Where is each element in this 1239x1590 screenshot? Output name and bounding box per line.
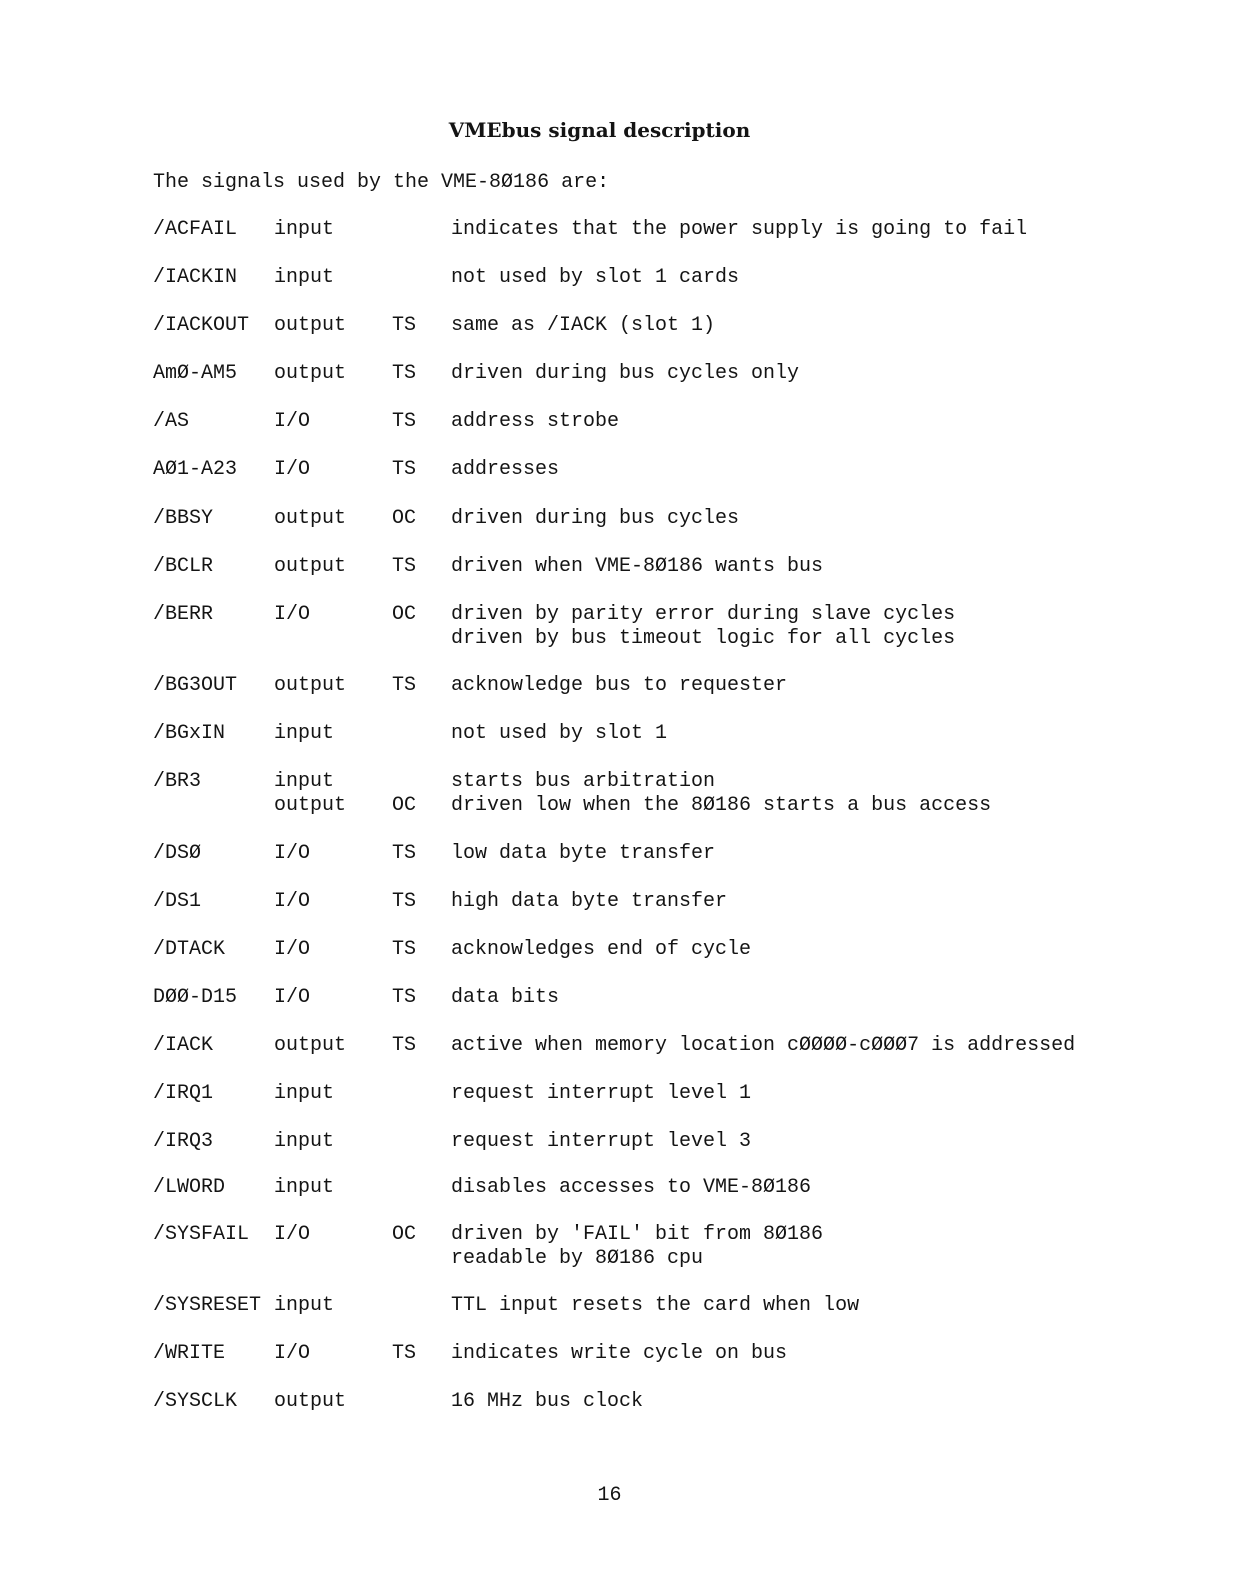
intro-text: The signals used by the VME-8Ø186 are:	[153, 171, 610, 194]
signal-name: /AS	[153, 410, 190, 433]
signal-description	[451, 890, 727, 914]
signal-description-line: starts bus arbitration	[451, 770, 716, 793]
signal-direction: input	[274, 722, 335, 745]
signal-name: /BERR	[153, 603, 214, 626]
signal-name: /BG3OUT	[153, 674, 238, 697]
signal-description-line: 16 MHz bus clock	[451, 1390, 644, 1413]
signal-description-line: driven when VME-8Ø186 wants bus	[451, 555, 824, 578]
signal-name: /SYSFAIL	[153, 1223, 250, 1246]
signal-description	[451, 938, 751, 962]
signal-name: DØØ-D15	[153, 986, 238, 1009]
signal-description-line: acknowledges end of cycle	[451, 938, 752, 961]
page-title: VMEbus signal description	[448, 118, 751, 142]
signal-driver: TS	[392, 458, 417, 481]
signal-driver: TS	[392, 674, 417, 697]
signal-name: /DSØ	[153, 842, 202, 865]
signal-description-line: readable by 8Ø186 cpu	[451, 1247, 704, 1270]
signal-description-line: active when memory location cØØØØ-cØØØ7 is addressed	[451, 1034, 1076, 1057]
signal-description	[451, 555, 823, 579]
signal-description-line: data bits	[451, 986, 560, 1009]
signal-description-line: acknowledge bus to requester	[451, 674, 788, 697]
signal-description	[451, 266, 739, 290]
signal-direction: input	[274, 1294, 335, 1317]
signal-description	[451, 410, 619, 434]
signal-description	[451, 603, 955, 651]
signal-description-line: driven during bus cycles only	[451, 362, 800, 385]
signal-name: /SYSCLK	[153, 1390, 238, 1413]
signal-description-line: request interrupt level 1	[451, 1082, 752, 1105]
signal-description	[451, 1130, 751, 1154]
signal-driver: TS	[392, 410, 417, 433]
signal-description-line: indicates write cycle on bus	[451, 1342, 788, 1365]
signal-direction: input	[274, 218, 335, 241]
signal-description-line: same as /IACK (slot 1)	[451, 314, 716, 337]
signal-direction: output	[274, 1390, 347, 1413]
signal-description-line: driven low when the 8Ø186 starts a bus access	[451, 794, 992, 817]
signal-direction: input	[274, 1130, 335, 1153]
signal-description	[451, 1342, 787, 1366]
signal-name: /BBSY	[153, 507, 214, 530]
signal-description	[451, 770, 991, 818]
signal-direction: I/O	[274, 938, 311, 961]
signal-direction: input	[274, 266, 335, 289]
signal-name: /DTACK	[153, 938, 226, 961]
signal-name: /SYSRESET	[153, 1294, 262, 1317]
signal-description	[451, 1294, 859, 1318]
signal-description-line: address strobe	[451, 410, 620, 433]
signal-name: /BCLR	[153, 555, 214, 578]
signal-description	[451, 218, 1027, 242]
signal-description-line: not used by slot 1	[451, 722, 668, 745]
signal-direction: output	[274, 314, 347, 337]
signal-description	[451, 1034, 1075, 1058]
signal-driver: TS	[392, 938, 417, 961]
signal-direction: I/O	[274, 842, 311, 865]
signal-description-line: addresses	[451, 458, 560, 481]
signal-direction: input	[274, 1082, 335, 1105]
signal-direction: I/O	[274, 410, 311, 433]
signal-driver: TS	[392, 555, 417, 578]
signal-name: AmØ-AM5	[153, 362, 238, 385]
signal-name: /BR3	[153, 770, 202, 793]
signal-description-line: not used by slot 1 cards	[451, 266, 740, 289]
signal-description-line: TTL input resets the card when low	[451, 1294, 860, 1317]
signal-description-line: request interrupt level 3	[451, 1130, 752, 1153]
signal-driver: TS	[392, 986, 417, 1009]
signal-name: /IACKIN	[153, 266, 238, 289]
signal-description	[451, 458, 559, 482]
signal-name: /LWORD	[153, 1176, 226, 1199]
signal-direction: output	[274, 507, 347, 530]
signal-description	[451, 722, 667, 746]
signal-direction: output	[274, 555, 347, 578]
signal-direction: output	[274, 1034, 347, 1057]
signal-name: /IACK	[153, 1034, 214, 1057]
signal-direction: I/O	[274, 1342, 311, 1365]
signal-direction: I/O	[274, 890, 311, 913]
signal-driver: TS	[392, 1342, 417, 1365]
signal-description-line: driven by parity error during slave cycles	[451, 603, 956, 626]
signal-description-line: high data byte transfer	[451, 890, 728, 913]
signal-description	[451, 1176, 811, 1200]
signal-driver: OC	[392, 794, 417, 817]
signal-description	[451, 507, 739, 531]
signal-description	[451, 986, 559, 1010]
signal-direction: output	[274, 362, 347, 385]
signal-direction: I/O	[274, 458, 311, 481]
signal-description	[451, 314, 715, 338]
signal-direction: I/O	[274, 986, 311, 1009]
page-number: 16	[597, 1484, 622, 1507]
signal-direction: output	[274, 674, 347, 697]
signal-direction: I/O	[274, 1223, 311, 1246]
signal-description	[451, 1223, 823, 1271]
signal-name: AØ1-A23	[153, 458, 238, 481]
signal-name: /ACFAIL	[153, 218, 238, 241]
signal-driver: OC	[392, 507, 417, 530]
signal-driver: TS	[392, 362, 417, 385]
signal-name: /IACKOUT	[153, 314, 250, 337]
signal-name: /DS1	[153, 890, 202, 913]
signal-direction: input output	[274, 770, 347, 817]
signal-description-line: driven by bus timeout logic for all cycles	[451, 627, 956, 650]
signal-description	[451, 1390, 643, 1414]
signal-description-line: low data byte transfer	[451, 842, 716, 865]
signal-driver: OC	[392, 1223, 417, 1246]
signal-description	[451, 362, 799, 386]
signal-direction: I/O	[274, 603, 311, 626]
signal-driver: TS	[392, 890, 417, 913]
signal-driver: OC	[392, 603, 417, 626]
signal-description-line: disables accesses to VME-8Ø186	[451, 1176, 812, 1199]
signal-name: /IRQ3	[153, 1130, 214, 1153]
signal-description	[451, 842, 715, 866]
signal-description	[451, 1082, 751, 1106]
signal-name: /WRITE	[153, 1342, 226, 1365]
signal-description	[451, 674, 787, 698]
signal-name: /BGxIN	[153, 722, 226, 745]
signal-driver: TS	[392, 842, 417, 865]
signal-description-line: indicates that the power supply is going to fail	[451, 218, 1028, 241]
signal-direction: input	[274, 1176, 335, 1199]
signal-description-line: driven by 'FAIL' bit from 8Ø186	[451, 1223, 824, 1246]
signal-driver: TS	[392, 314, 417, 337]
signal-description-line: driven during bus cycles	[451, 507, 740, 530]
signal-name: /IRQ1	[153, 1082, 214, 1105]
signal-driver: TS	[392, 1034, 417, 1057]
